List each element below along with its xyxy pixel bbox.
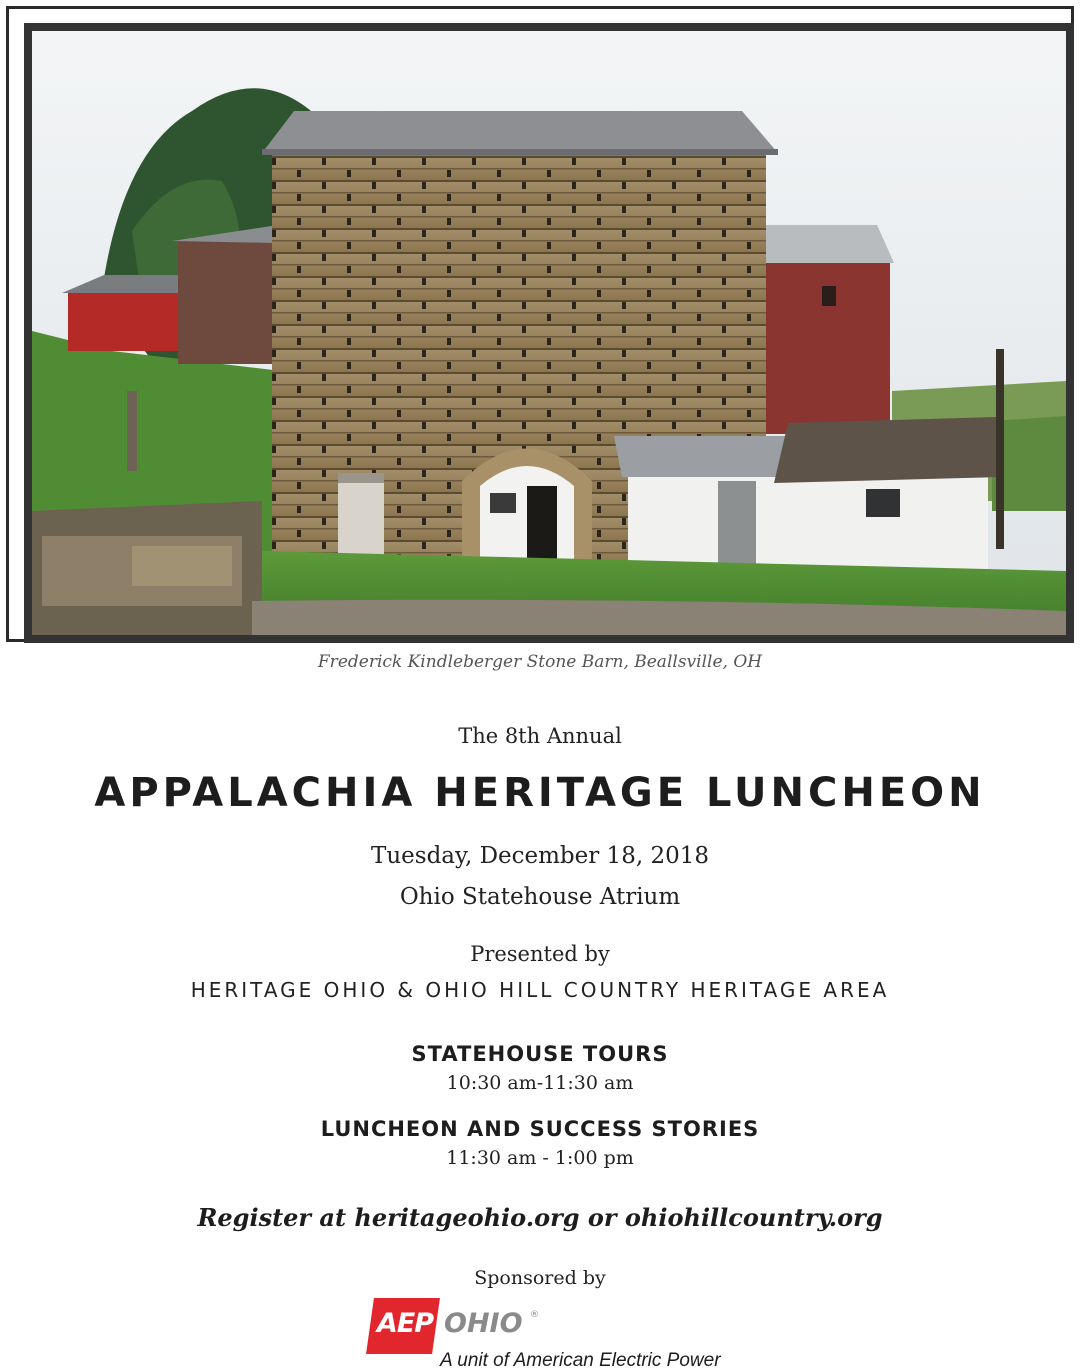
registration-info: Register at heritageohio.org or ohiohillcountry.org: [197, 1203, 883, 1232]
registered-mark: ®: [530, 1310, 539, 1320]
event-venue: Ohio Statehouse Atrium: [399, 884, 681, 910]
stone-barn-photo: [32, 31, 1066, 635]
presented-by-label: Presented by: [470, 942, 610, 966]
photo-frame-outer: [6, 6, 1074, 642]
event-date: Tuesday, December 18, 2018: [371, 843, 709, 869]
aep-logo-text: AEP: [376, 1308, 434, 1339]
photo-frame-inner: [24, 23, 1074, 643]
event-title: APPALACHIA HERITAGE LUNCHEON: [94, 770, 986, 816]
sponsor-tagline: A unit of American Electric Power: [440, 1350, 721, 1371]
schedule-time-tours: 10:30 am-11:30 am: [446, 1072, 634, 1094]
schedule-heading-luncheon: LUNCHEON AND SUCCESS STORIES: [320, 1117, 760, 1141]
event-edition: The 8th Annual: [458, 724, 622, 748]
schedule-heading-tours: STATEHOUSE TOURS: [411, 1042, 669, 1066]
sponsored-by-label: Sponsored by: [474, 1267, 606, 1289]
presenter-names: HERITAGE OHIO & OHIO HILL COUNTRY HERITAGE AREA: [190, 978, 890, 1002]
schedule-time-luncheon: 11:30 am - 1:00 pm: [446, 1147, 634, 1169]
photo-caption: Frederick Kindleberger Stone Barn, Beallsville, OH: [317, 652, 763, 672]
aep-ohio-logo: [370, 1296, 721, 1371]
ohio-logo-text: OHIO: [444, 1308, 523, 1339]
